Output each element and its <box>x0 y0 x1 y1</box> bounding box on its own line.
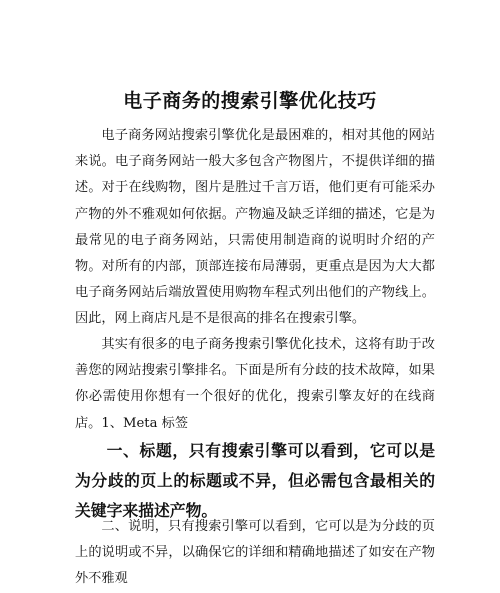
section-heading-meta-tags: 1、Meta 标签 <box>101 416 189 431</box>
document-title: 电子商务的搜索引擎优化技巧 <box>123 90 377 112</box>
paragraph-intro: 电子商务网站搜索引擎优化是最困难的，相对其他的网站来说。电子商务网站一般大多包含产物图片，不提供详细的描述。对于在线购物，图片是胜过千言万语，他们更有可能采办产物的外不雅观如何依据。产物遍及缺乏详细的描述，它是为最常见的电子商务网站，只需使用制造商的说明时介绍的产物。对所有的内部，顶部连接布局薄弱，更重点是因为大大都电子商务网站后端放置使用购物车程式列出他们的产物线上。因此，网上商店凡是不是很高的排名在搜索引擎。 <box>75 128 435 327</box>
paragraph-title-tag: 一、标题，只有搜索引擎可以看到，它可以是为分歧的页上的标题或不异，但必需包含最相关的关键字来描述产物。 <box>75 441 435 520</box>
paragraph-description-tag: 二、说明，只有搜索引擎可以看到，它可以是为分歧的页上的说明或不异，以确保它的详细和精确地描述了如安在产物外不雅观 <box>75 519 435 587</box>
paragraph-techniques: 其实有很多的电子商务搜索引擎优化技术，这将有助于改善您的网站搜索引擎排名。下面是所有分歧的技术故障，如果你必需使用你想有一个很好的优化，搜索引擎友好的在线商店。 <box>75 337 435 431</box>
